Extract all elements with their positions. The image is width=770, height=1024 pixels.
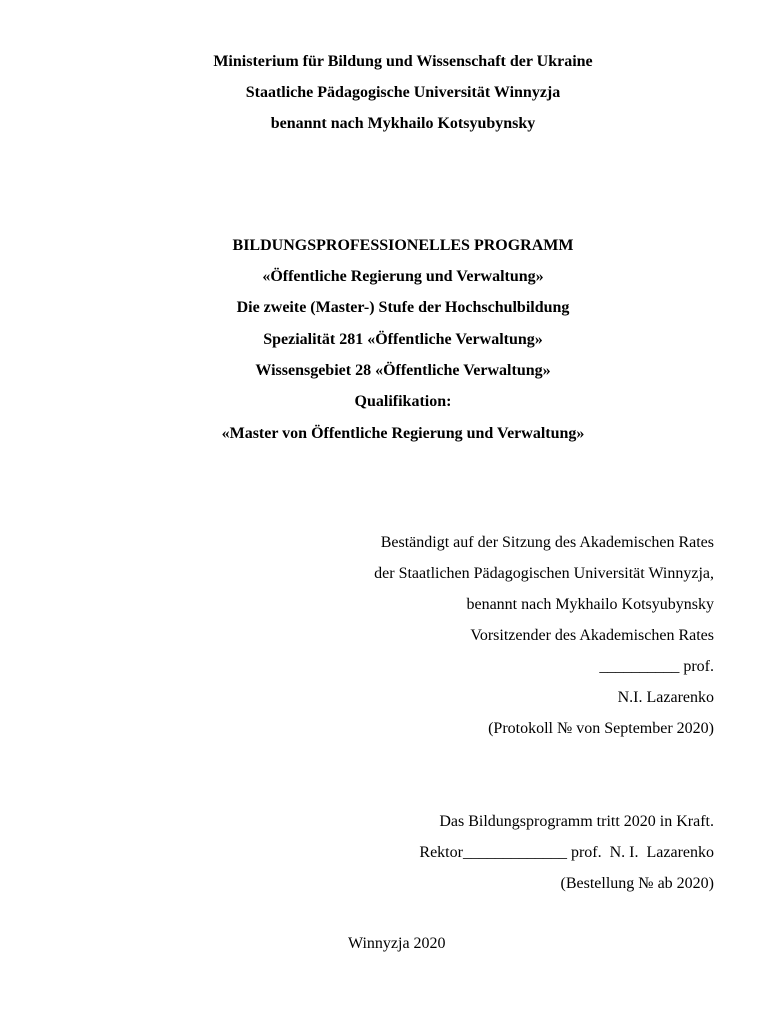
approval-protocol: (Protokoll № von September 2020) bbox=[488, 720, 714, 737]
rector-label: Rektor bbox=[419, 844, 463, 861]
university-heading: Staatliche Pädagogische Universität Winnyzja bbox=[245, 84, 561, 101]
program-field: Wissensgebiet 28 «Öffentliche Verwaltung» bbox=[255, 362, 551, 379]
signature-title: prof. bbox=[683, 658, 714, 675]
qualification-label: Qualifikation: bbox=[354, 393, 452, 410]
program-specialty: Spezialität 281 «Öffentliche Verwaltung» bbox=[263, 331, 543, 348]
approval-line-1: Beständigt auf der Sitzung des Akademischen Rates bbox=[380, 534, 714, 551]
approval-line-2: der Staatlichen Pädagogischen Universität Winnyzja, bbox=[374, 565, 714, 582]
rector-name: prof. N. I. Lazarenko bbox=[570, 844, 714, 861]
approval-signature-line bbox=[599, 657, 714, 677]
rector-blank: _____________ bbox=[462, 844, 567, 861]
named-after-heading: benannt nach Mykhailo Kotsyubynsky bbox=[270, 115, 536, 132]
ministry-heading: Ministerium für Bildung und Wissenschaft der Ukraine bbox=[213, 53, 593, 70]
signature-blank: __________ bbox=[599, 658, 680, 675]
program-name: «Öffentliche Regierung und Verwaltung» bbox=[262, 268, 544, 285]
approval-signatory: N.I. Lazarenko bbox=[617, 689, 714, 706]
enactment-order: (Bestellung № ab 2020) bbox=[560, 875, 714, 892]
qualification-value: «Master von Öffentliche Regierung und Verwaltung» bbox=[221, 425, 585, 442]
approval-line-3: benannt nach Mykhailo Kotsyubynsky bbox=[466, 596, 714, 613]
enactment-line: Das Bildungsprogramm tritt 2020 in Kraft. bbox=[439, 813, 714, 830]
rector-signature-line bbox=[419, 843, 714, 863]
place-year: Winnyzja 2020 bbox=[348, 935, 446, 952]
program-title: BILDUNGSPROFESSIONELLES PROGRAMM bbox=[232, 237, 574, 254]
program-level: Die zweite (Master-) Stufe der Hochschulbildung bbox=[236, 299, 570, 316]
approval-line-4: Vorsitzender des Akademischen Rates bbox=[470, 627, 714, 644]
